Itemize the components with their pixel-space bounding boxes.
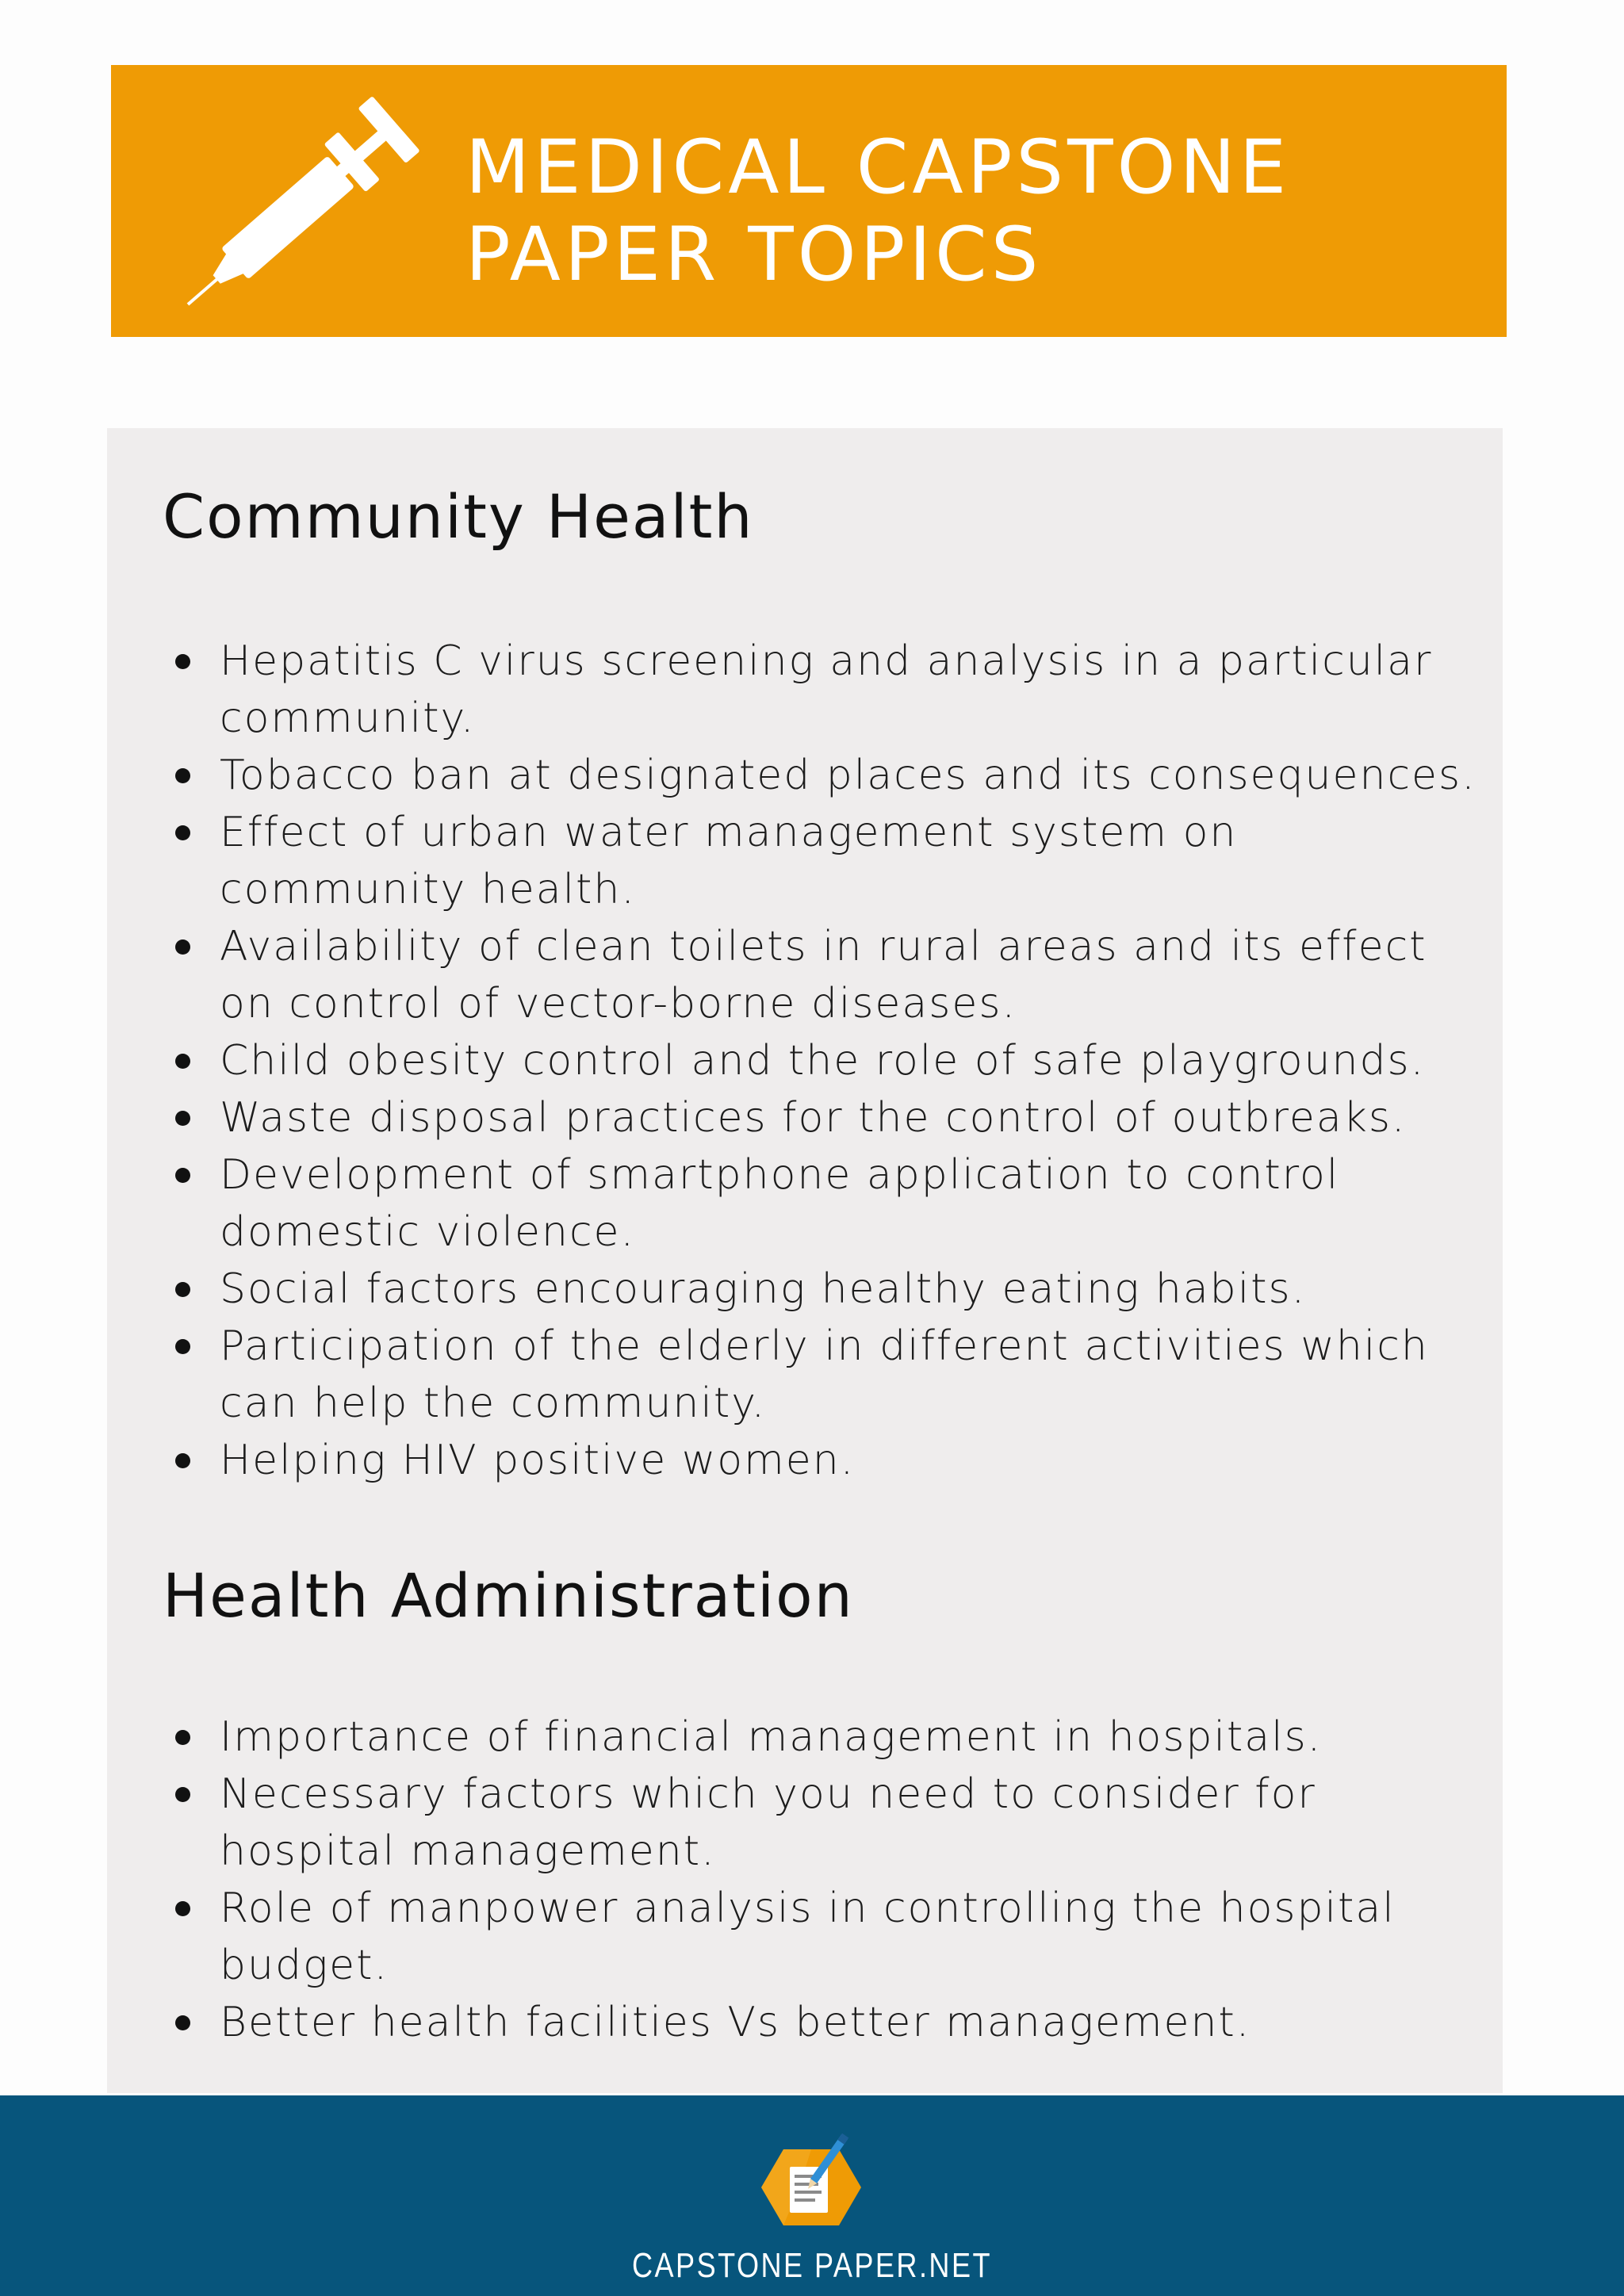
- list-item: Development of smartphone application to control domestic violence.: [220, 1146, 1487, 1261]
- header-banner: [111, 65, 1507, 337]
- list-item: Better health facilities Vs better management.: [220, 1994, 1487, 2051]
- community-health-list: [107, 633, 1487, 1489]
- content-panel: [107, 428, 1503, 2093]
- health-administration-list: [107, 1709, 1487, 2051]
- list-item: Helping HIV positive women.: [220, 1432, 1487, 1489]
- list-item: Necessary factors which you need to consider for hospital management.: [220, 1766, 1487, 1880]
- list-item: Waste disposal practices for the control of outbreaks.: [220, 1089, 1487, 1146]
- list-item: Availability of clean toilets in rural areas and its effect on control of vector-borne diseases.: [220, 918, 1487, 1032]
- section-title-health-administration: Health Administration: [163, 1560, 854, 1631]
- footer-brand: CAPSTONE PAPER.NET: [632, 2246, 992, 2285]
- list-item: Role of manpower analysis in controlling the hospital budget.: [220, 1880, 1487, 1994]
- page-title: [465, 124, 1290, 299]
- list-item: Tobacco ban at designated places and its consequences.: [220, 747, 1487, 804]
- page-title-line-1: MEDICAL CAPSTONE: [465, 124, 1291, 211]
- footer: [0, 2095, 1624, 2296]
- list-item: Hepatitis C virus screening and analysis in a particular community.: [220, 633, 1487, 747]
- list-item: Effect of urban water management system on community health.: [220, 804, 1487, 918]
- syringe-icon: [182, 97, 444, 319]
- page-title-line-2: PAPER TOPICS: [465, 212, 1043, 298]
- list-item: Child obesity control and the role of safe playgrounds.: [220, 1032, 1487, 1089]
- list-item: Participation of the elderly in different activities which can help the community.: [220, 1318, 1487, 1432]
- hexagon-document-pen-logo-icon: [752, 2118, 871, 2237]
- list-item: Social factors encouraging healthy eating habits.: [220, 1261, 1487, 1318]
- list-item: Importance of financial management in hospitals.: [220, 1709, 1487, 1766]
- section-title-community-health: Community Health: [163, 481, 754, 552]
